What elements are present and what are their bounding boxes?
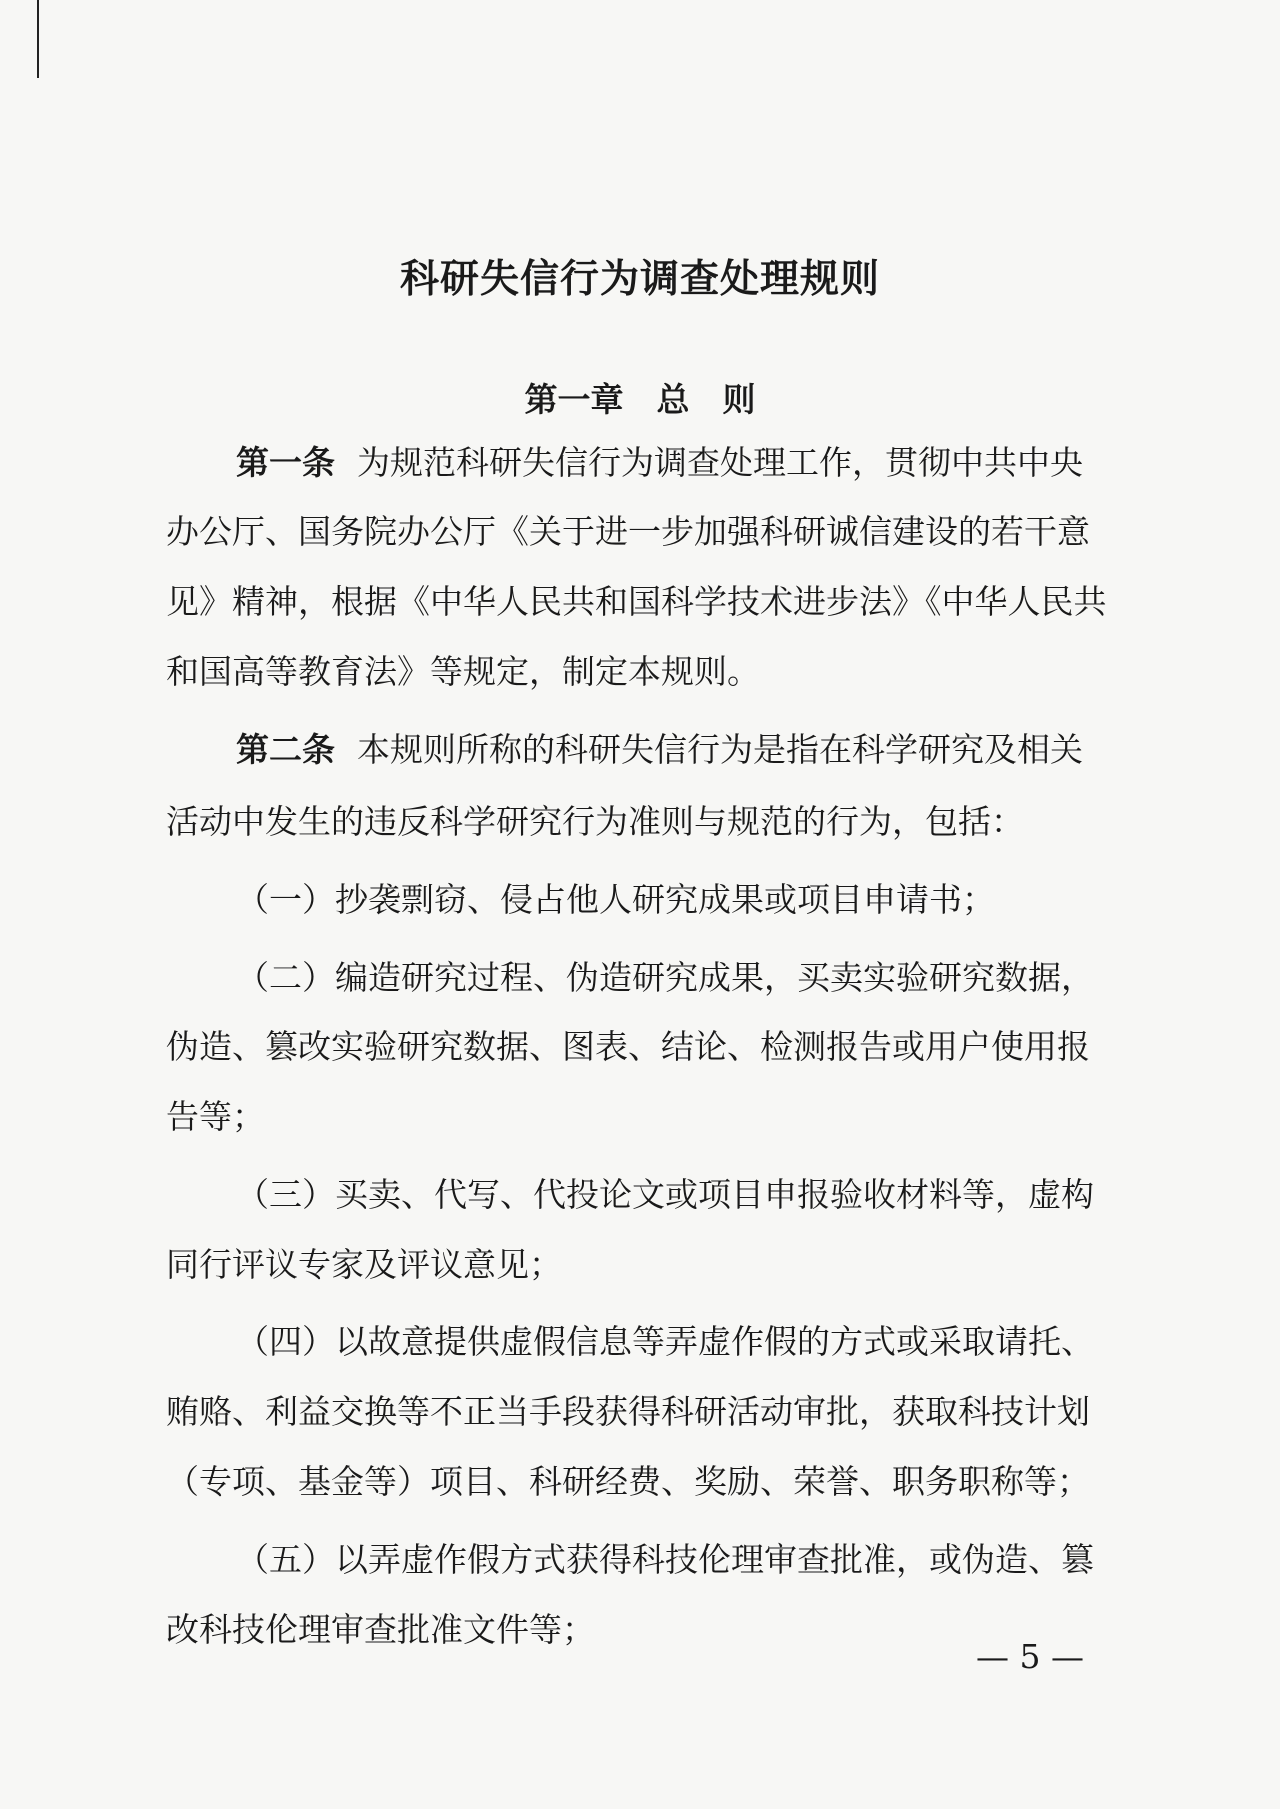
document-title: 科研失信行为调查处理规则 xyxy=(399,257,880,302)
article-2-text: 本规则所称的科研失信行为是指在科学研究及相关 xyxy=(357,730,1083,769)
scan-edge-line xyxy=(37,0,39,78)
item-4-line: （四）以故意提供虚假信息等弄虚作假的方式或采取请托、 xyxy=(236,1322,1094,1361)
item-2-line: 告等； xyxy=(166,1097,265,1136)
item-3-line: （三）买卖、代写、代投论文或项目申报验收材料等，虚构 xyxy=(236,1175,1094,1214)
article-1-line: 办公厅、国务院办公厅《关于进一步加强科研诚信建设的若干意 xyxy=(166,512,1090,551)
article-1-line: 见》精神，根据《中华人民共和国科学技术进步法》《中华人民共 xyxy=(166,582,1107,621)
article-2-line: 活动中发生的违反科学研究行为准则与规范的行为，包括： xyxy=(166,802,1024,841)
item-2-line: （二）编造研究过程、伪造研究成果，买卖实验研究数据， xyxy=(236,958,1094,997)
item-4-line: （专项、基金等）项目、科研经费、奖励、荣誉、职务职称等； xyxy=(166,1462,1090,1501)
item-2-line: 伪造、篡改实验研究数据、图表、结论、检测报告或用户使用报 xyxy=(166,1027,1090,1066)
article-1-first-line xyxy=(236,443,1083,482)
article-1-label: 第一条 xyxy=(236,443,335,482)
page-number: — 5 — xyxy=(976,1637,1084,1676)
item-4-line: 贿赂、利益交换等不正当手段获得科研活动审批，获取科技计划 xyxy=(166,1392,1090,1431)
article-2-first-line xyxy=(236,730,1083,769)
item-3-line: 同行评议专家及评议意见； xyxy=(166,1245,562,1284)
item-5-line: 改科技伦理审查批准文件等； xyxy=(166,1610,595,1649)
item-1-line: （一）抄袭剽窃、侵占他人研究成果或项目申请书； xyxy=(236,880,995,919)
article-2-label: 第二条 xyxy=(236,730,335,769)
chapter-heading: 第一章 总 则 xyxy=(524,380,756,419)
article-1-line: 和国高等教育法》等规定，制定本规则。 xyxy=(166,652,760,691)
item-5-line: （五）以弄虚作假方式获得科技伦理审查批准，或伪造、篡 xyxy=(236,1540,1094,1579)
article-1-text: 为规范科研失信行为调查处理工作，贯彻中共中央 xyxy=(357,443,1083,482)
